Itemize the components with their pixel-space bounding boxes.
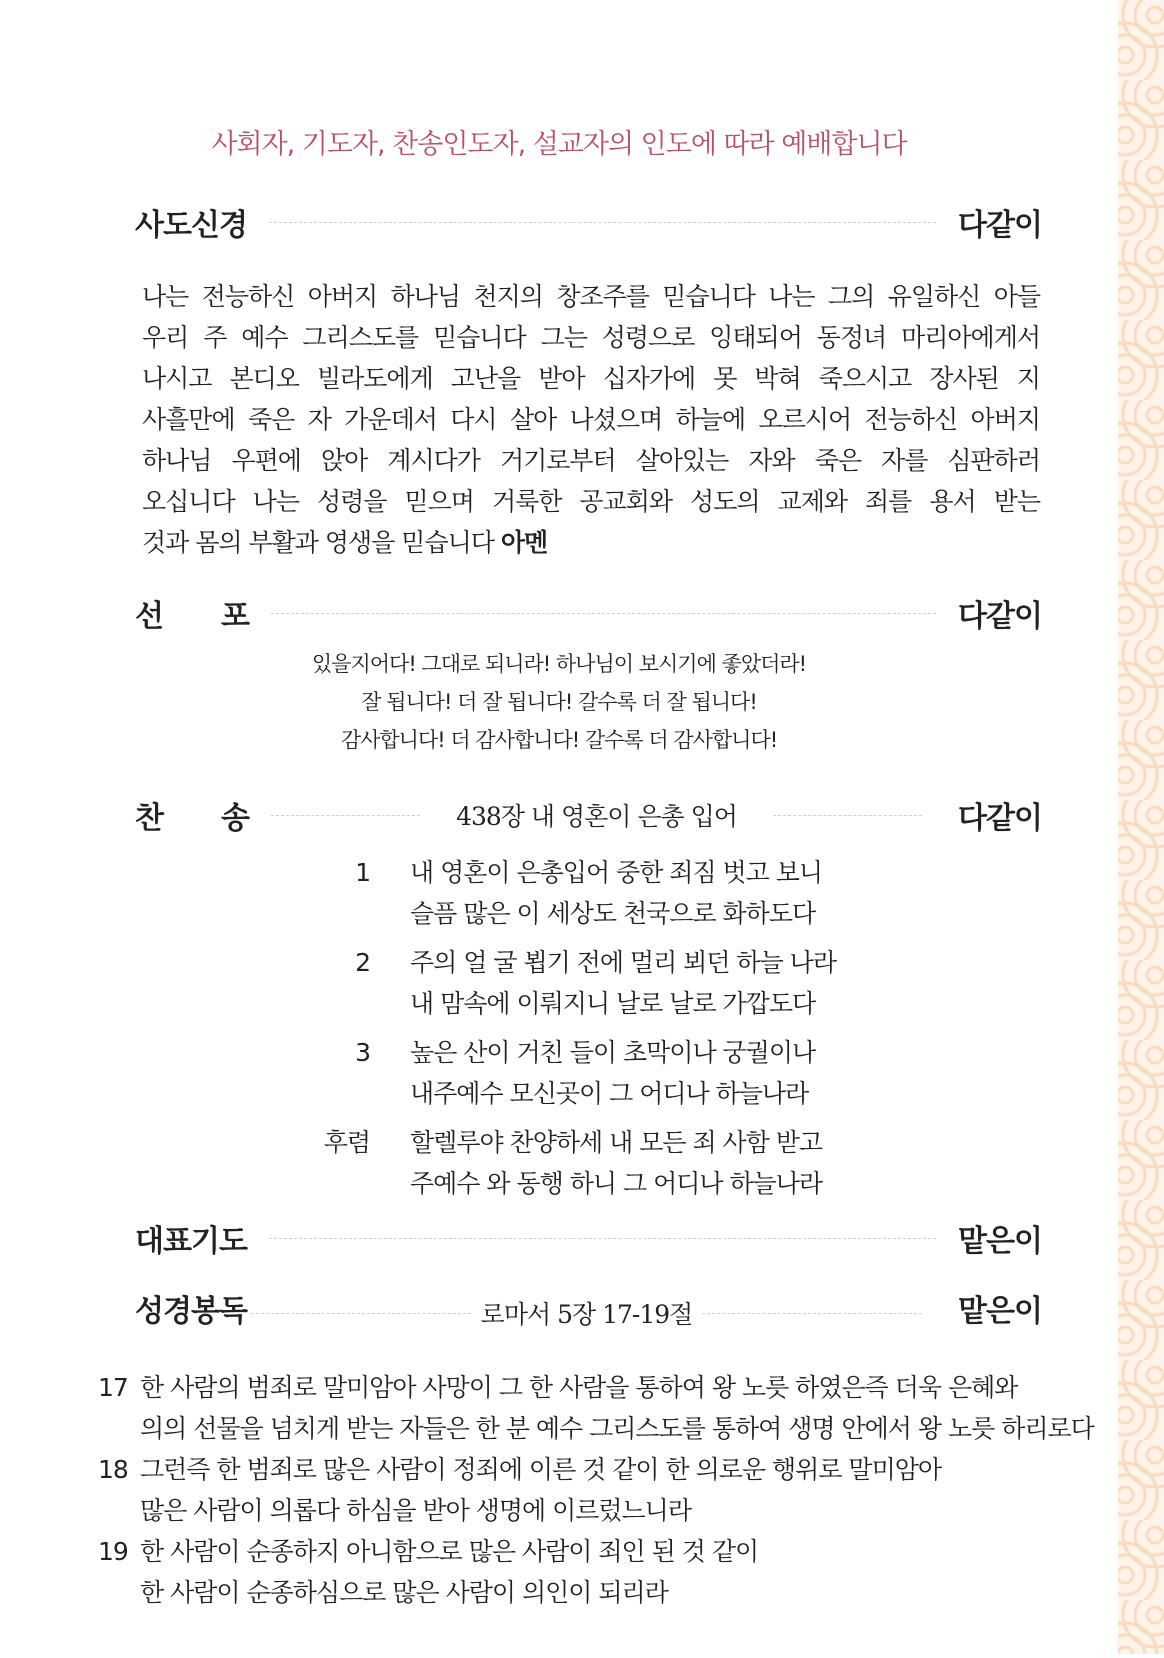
lyric-line: 높은 산이 거친 들이 초막이나 궁궐이나 <box>410 1038 816 1067</box>
dotted-leader <box>773 815 922 816</box>
refrain-label: 후렴 <box>323 1128 370 1157</box>
creed-line: 나시고 본디오 빌라도에게 고난을 받아 십자가에 못 박혀 죽으시고 장사된 지 <box>142 364 1040 393</box>
dotted-leader <box>269 222 936 223</box>
scripture-line: 많은 사람이 의롭다 하심을 받아 생명에 이르렀느니라 <box>140 1496 691 1525</box>
creed-line: 나는 전능하신 아버지 하나님 천지의 창조주를 믿습니다 나는 그의 유일하신 아들 <box>142 282 1040 311</box>
section-hymn <box>135 795 1042 835</box>
hymn-refrain <box>320 1122 836 1204</box>
amen: 아멘 <box>500 528 548 557</box>
creed-line: 하나님 우편에 앉아 계시다가 거기로부터 살아있는 자와 죽은 자를 심판하러 <box>142 446 1040 475</box>
lyric-line: 슬픔 많은 이 세상도 천국으로 화하도다 <box>410 899 816 928</box>
scripture-line: 그런즉 한 범죄로 많은 사람이 정죄에 이른 것 같이 한 의로운 행위로 말미암아 <box>140 1455 942 1484</box>
lyric-line: 할렐루야 찬양하세 내 모든 죄 사함 받고 <box>410 1128 823 1157</box>
dotted-leader <box>269 1238 936 1239</box>
scripture-verse <box>98 1367 1094 1449</box>
dotted-leader <box>271 815 420 816</box>
section-role: 맡은이 <box>958 1294 1042 1329</box>
creed-line: 우리 주 예수 그리스도를 믿습니다 그는 성령으로 잉태되어 동정녀 마리아에게서 <box>142 323 1040 352</box>
section-apostles-creed <box>135 202 1042 242</box>
section-heading: 찬 송 <box>135 801 249 836</box>
lyric-line: 주예수 와 동행 하니 그 어디나 하늘나라 <box>410 1169 823 1198</box>
section-role: 다같이 <box>958 208 1042 243</box>
section-prayer <box>135 1218 1042 1258</box>
scripture-passage: 로마서 5장 17-19절 <box>480 1300 693 1329</box>
declaration-line: 감사합니다! 더 감사합니다! 갈수록 더 감사합니다! <box>340 728 778 752</box>
verse-number: 1 <box>355 858 370 887</box>
scripture-verse <box>98 1531 1094 1613</box>
creed-line-last <box>142 522 1040 563</box>
scripture-line: 한 사람이 순종하지 아니함으로 많은 사람이 죄인 된 것 같이 <box>140 1537 759 1566</box>
worship-instruction: 사회자, 기도자, 찬송인도자, 설교자의 인도에 따라 예배합니다 <box>211 129 907 160</box>
decorative-wave-strip <box>1118 0 1164 1654</box>
creed-line: 사흘만에 죽은 자 가운데서 다시 살아 나셨으며 하늘에 오르시어 전능하신 아버지 <box>142 405 1040 434</box>
section-heading: 사도신경 <box>135 208 247 243</box>
section-heading: 선 포 <box>135 599 249 634</box>
verse-number: 17 <box>98 1373 128 1402</box>
scripture-verse <box>98 1449 1094 1531</box>
creed-line: 오십니다 나는 성령을 믿으며 거룩한 공교회와 성도의 교제와 죄를 용서 받는 <box>142 487 1040 516</box>
lyric-line: 내 영혼이 은총입어 중한 죄짐 벗고 보니 <box>410 858 823 887</box>
verse-number: 2 <box>355 948 370 977</box>
section-role: 다같이 <box>958 801 1042 836</box>
section-role: 다같이 <box>958 599 1042 634</box>
scripture-line: 한 사람의 범죄로 말미암아 사망이 그 한 사람을 통하여 왕 노릇 하였은즉 더욱 은혜와 <box>140 1373 1018 1402</box>
declaration-text <box>0 645 1118 759</box>
hymn-lyrics <box>320 852 836 1212</box>
hymn-verse <box>320 942 836 1024</box>
lyric-line: 내 맘속에 이뤄지니 날로 날로 가깝도다 <box>410 989 816 1018</box>
verse-number: 18 <box>98 1455 128 1484</box>
hymn-verse <box>320 1032 836 1114</box>
creed-line-text: 것과 몸의 부활과 영생을 믿습니다 <box>142 528 494 557</box>
hymn-verse <box>320 852 836 934</box>
section-declaration <box>135 593 1042 633</box>
creed-text <box>142 276 1040 563</box>
scripture-line: 한 사람이 순종하심으로 많은 사람이 의인이 되리라 <box>140 1578 668 1607</box>
declaration-line: 있을지어다! 그대로 되니라! 하나님이 보시기에 좋았더라! <box>311 652 807 676</box>
hymn-title: 438장 내 영혼이 은총 입어 <box>456 802 737 831</box>
lyric-line: 내주예수 모신곳이 그 어디나 하늘나라 <box>410 1079 809 1108</box>
dotted-leader <box>702 1313 922 1314</box>
section-heading: 성경봉독 <box>135 1294 247 1329</box>
scripture-line: 의의 선물을 넘치게 받는 자들은 한 분 예수 그리스도를 통하여 생명 안에서 왕 노릇 하리로다 <box>140 1414 1094 1443</box>
dotted-leader <box>271 613 936 614</box>
scripture-text <box>98 1367 1094 1613</box>
dotted-leader <box>251 1313 471 1314</box>
declaration-line: 잘 됩니다! 더 잘 됩니다! 갈수록 더 잘 됩니다! <box>361 690 757 714</box>
verse-number: 3 <box>355 1038 370 1067</box>
section-scripture-reading <box>135 1288 1042 1328</box>
lyric-line: 주의 얼 굴 뵙기 전에 멀리 뵈던 하늘 나라 <box>410 948 836 977</box>
verse-number: 19 <box>98 1537 128 1566</box>
wave-pattern <box>1118 0 1164 1654</box>
section-role: 맡은이 <box>958 1224 1042 1259</box>
section-heading: 대표기도 <box>135 1224 247 1259</box>
